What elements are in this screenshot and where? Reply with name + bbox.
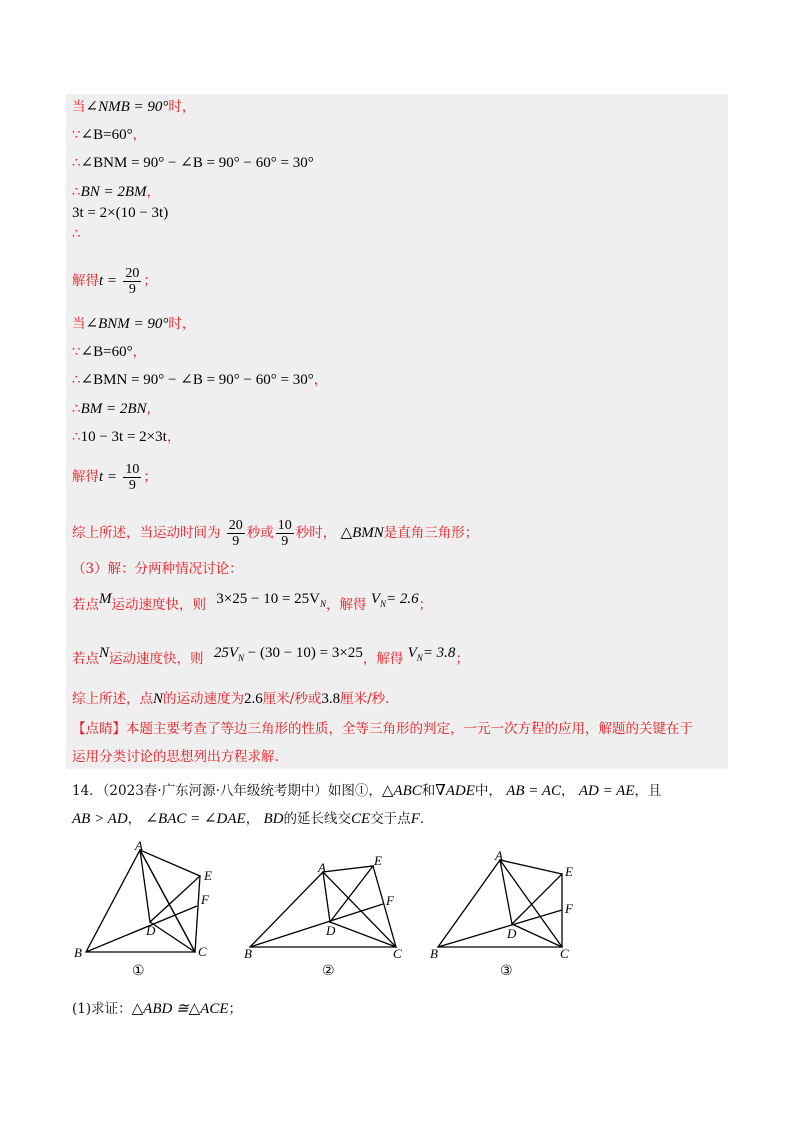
key-point-line-2: 运用分类讨论的思想列出方程求解. <box>72 749 279 765</box>
solution-line-3: ∴∠BNM = 90° − ∠B = 90° − 60° = 30° <box>72 155 314 171</box>
solution-line-16: 若点N运动速度快，则 $25V_N - (30 - 10) = 3\times 25$，解得 $V_N= 3.8$； <box>72 645 469 667</box>
solution-line-17: 综上所述，点N的运动速度为2.6厘米/秒或3.8厘米/秒. <box>72 691 390 707</box>
solution-line-12: 解得t = $\frac{10}{9}$ ； <box>72 462 157 493</box>
solution-line-15: 若点M运动速度快，则 $3\times 25 - 10 = 25V_N$，解得 $V_N= 2.6$； <box>72 591 433 613</box>
fig3-triangle-ade <box>500 860 562 924</box>
figure-2 <box>250 866 396 947</box>
solution-line-9: ∴∠BMN = 90° − ∠B = 90° − 60° = 30°， <box>72 372 328 388</box>
fig1-segment-dc <box>150 922 195 952</box>
fraction-20-9-summary: $\frac{20}{9}$ <box>228 518 243 549</box>
fig2-triangle-ade <box>323 866 373 922</box>
fig3-label-e: E <box>565 864 573 879</box>
fig1-label-e: E <box>204 868 212 883</box>
solution-line-6: 解得t = $\frac{20}{9}$ ； <box>72 266 157 297</box>
solution-line-14: （3）解：分两种情况讨论： <box>72 561 243 577</box>
solution-line-1: 当∠NMB = 90°时， <box>72 99 196 115</box>
fig3-caption: ③ <box>500 963 513 979</box>
fig1-label-d: D <box>146 923 156 938</box>
key-point-line-1: 【点睛】本题主要考查了等边三角形的性质，全等三角形的判定，一元一次方程的应用，解题的关键在于 <box>72 721 693 737</box>
fig2-label-b: B <box>244 946 252 961</box>
fig1-label-f: F <box>201 892 209 907</box>
solution-line-13: 综上所述，当运动时间为 $\frac{20}{9}$ 秒或 $\frac{10}{9}$ 秒时， △BMN是直角三角形； <box>72 518 479 549</box>
problem-14-line-1: 14．（2023春·广东河源·八年级统考期中）如图①，△ABC和∇ADE中， AB = AC， AD = AE，且 <box>72 783 662 799</box>
fig2-triangle-abc <box>250 872 396 947</box>
geometry-figures <box>0 840 800 990</box>
fig3-label-b: B <box>430 946 438 961</box>
fig2-label-c: C <box>393 946 402 961</box>
figure-1 <box>86 850 200 952</box>
solution-line-4: ∴BN = 2BM， <box>72 184 161 200</box>
solution-line-5-symbol: ∴ <box>72 226 81 242</box>
fig3-label-c: C <box>560 946 569 961</box>
fig3-label-a: A <box>495 848 503 863</box>
solution-line-7: 当∠BNM = 90°时， <box>72 316 196 332</box>
fig1-segment-bf <box>86 906 197 952</box>
fig2-caption: ② <box>322 963 335 979</box>
fraction-20-9: $\frac{20}{9}$ <box>125 266 140 297</box>
solution-line-5: 3t = 2×(10 − 3t) <box>72 205 169 221</box>
fig3-segment-bf <box>438 910 562 947</box>
fig2-label-f: F <box>386 893 394 908</box>
fig1-segment-ce <box>195 876 200 952</box>
fig2-label-a: A <box>318 860 326 875</box>
solution-line-8: ∵∠B=60°， <box>72 344 147 360</box>
fig1-label-b: B <box>74 945 82 960</box>
fig1-triangle-ade <box>140 850 200 922</box>
solution-line-2: ∵∠B=60°， <box>72 127 147 143</box>
fig1-caption: ① <box>132 963 145 979</box>
fig2-segment-bf <box>250 904 383 947</box>
solution-line-10: ∴BM = 2BN， <box>72 401 161 417</box>
fig3-label-f: F <box>565 901 573 916</box>
problem-14-question-1: (1)求证：△ABD ≅△ACE； <box>72 1001 243 1017</box>
fig3-triangle-abc <box>438 860 562 947</box>
fig2-label-d: D <box>326 923 336 938</box>
fig2-segment-dc <box>330 922 396 947</box>
fig1-triangle-abc <box>86 850 195 952</box>
fig2-label-e: E <box>374 853 382 868</box>
fraction-10-9: $\frac{10}{9}$ <box>125 462 140 493</box>
fig3-label-d: D <box>507 926 517 941</box>
solution-line-11: ∴10 − 3t = 2×3t， <box>72 429 181 445</box>
fig1-label-c: C <box>198 944 207 959</box>
problem-14-line-2: AB > AD， ∠BAC = ∠DAE， BD的延长线交CE交于点F． <box>72 811 434 827</box>
fig1-label-a: A <box>135 840 143 853</box>
fraction-10-9-summary: $\frac{10}{9}$ <box>277 518 292 549</box>
figure-3 <box>438 860 562 947</box>
